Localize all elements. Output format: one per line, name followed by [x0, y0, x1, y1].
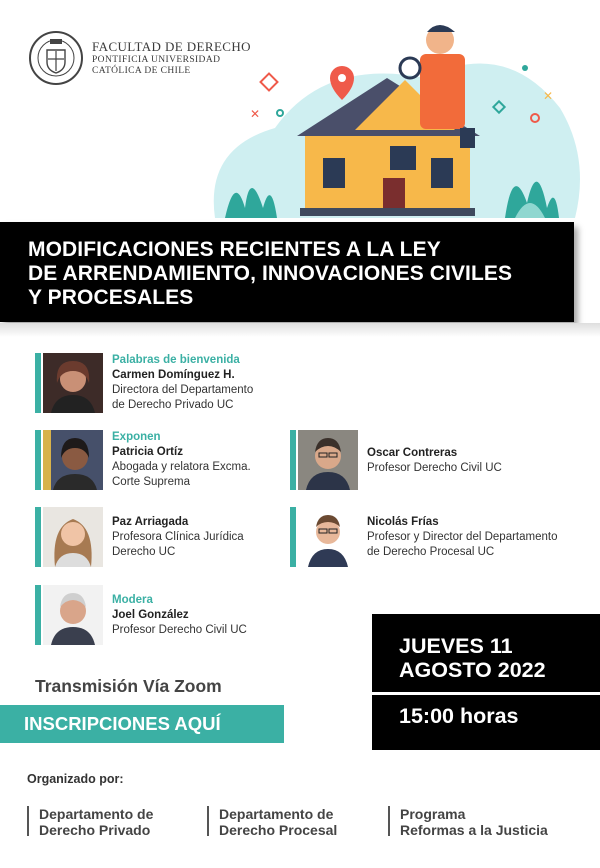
speaker-desc: de Derecho Privado UC	[112, 399, 234, 411]
speaker-name: Carmen Domínguez H.	[112, 369, 235, 381]
speaker-desc: Directora del Departamento	[112, 384, 254, 396]
house-illustration	[205, 18, 590, 223]
speaker-name: Oscar Contreras	[367, 447, 458, 459]
organizer-item	[388, 806, 548, 838]
speaker-name: Patricia Ortíz	[112, 446, 183, 458]
speaker-desc: Derecho UC	[112, 546, 176, 558]
speaker-card	[35, 585, 247, 645]
speaker-desc: Profesor Derecho Civil UC	[367, 462, 502, 474]
organizer-line: Departamento de	[219, 806, 334, 822]
event-time: 15:00 horas	[399, 704, 519, 728]
date-line-2: AGOSTO 2022	[399, 658, 546, 682]
speaker-photo	[298, 507, 358, 567]
speaker-role: Modera	[112, 594, 153, 606]
title-line-1: MODIFICACIONES RECIENTES A LA LEY	[28, 238, 441, 261]
speaker-name: Nicolás Frías	[367, 516, 439, 528]
zoom-label: Transmisión Vía Zoom	[35, 676, 222, 696]
svg-text:✕: ✕	[250, 107, 261, 121]
speaker-card	[35, 507, 244, 567]
speaker-card	[35, 353, 253, 413]
speaker-photo	[43, 507, 103, 567]
register-button[interactable]: INSCRIPCIONES AQUÍ	[0, 705, 284, 743]
date-separator	[372, 692, 600, 695]
speaker-role: Exponen	[112, 431, 161, 443]
university-name: PONTIFICIA UNIVERSIDAD	[92, 55, 221, 65]
svg-text:✕: ✕	[543, 89, 554, 103]
speaker-role: Palabras de bienvenida	[112, 354, 240, 366]
date-line-1: JUEVES 11	[399, 634, 513, 658]
organizer-item	[207, 806, 337, 838]
organizer-line: Programa	[400, 806, 466, 822]
speaker-photo	[298, 430, 358, 490]
faculty-name: FACULTAD DE DERECHO	[92, 39, 251, 54]
organizer-item	[27, 806, 153, 838]
title-line-2: DE ARRENDAMIENTO, INNOVACIONES CIVILES	[28, 262, 513, 285]
speaker-desc: Corte Suprema	[112, 476, 190, 488]
organizer-line: Derecho Privado	[39, 822, 151, 838]
university-name-2: CATÓLICA DE CHILE	[92, 66, 191, 76]
speaker-desc: Abogada y relatora Excma.	[112, 461, 251, 473]
speaker-card	[290, 430, 502, 490]
speaker-card	[290, 507, 557, 567]
speaker-desc: Profesor y Director del Departamento	[367, 531, 558, 543]
speaker-desc: Profesora Clínica Jurídica	[112, 531, 244, 543]
speaker-name: Paz Arriagada	[112, 516, 189, 528]
date-box	[372, 614, 600, 750]
speaker-photo	[43, 430, 103, 490]
divider	[0, 323, 600, 337]
university-seal-icon	[28, 30, 84, 86]
speaker-desc: de Derecho Procesal UC	[367, 546, 495, 558]
organizers-label: Organizado por:	[27, 772, 124, 786]
speaker-name: Joel González	[112, 609, 189, 621]
speaker-card	[35, 430, 251, 490]
organizer-line: Reformas a la Justicia	[400, 822, 548, 838]
speaker-photo	[43, 585, 103, 645]
title-line-3: Y PROCESALES	[28, 286, 194, 309]
speaker-desc: Profesor Derecho Civil UC	[112, 624, 247, 636]
speaker-photo	[43, 353, 103, 413]
title-banner	[0, 222, 574, 322]
organizer-line: Derecho Procesal	[219, 822, 338, 838]
organizer-line: Departamento de	[39, 806, 154, 822]
